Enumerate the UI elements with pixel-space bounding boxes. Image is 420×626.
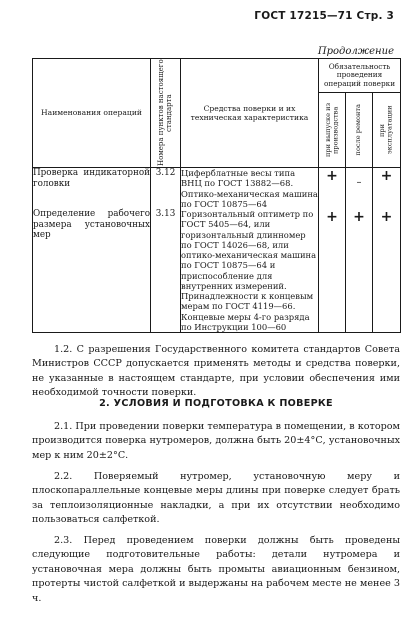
row-mark-operation: +: [373, 168, 401, 210]
row-item-number: 3.13: [151, 209, 181, 333]
row-means: Горизонтальный оптиметр по ГОСТ 5405—64, или горизонтальный длинномер по ГОСТ 14026—68, или оптико-механическая машина по ГОСТ 10875—64 и приспособление для внутренних измерений. Принадлежности к концевым мерам по ГОСТ 4119—66. Концевые меры 4-го разряда по Инструкции 100—60: [181, 209, 319, 333]
page-header: ГОСТ 17215—71 Стр. 3: [254, 10, 394, 22]
paragraph-2-2: 2.2. Поверяемый нутромер, установочную меру и плоскопараллельные концевые меры длины при поверке следует брать за теплоизоляционные накладки, а при их отсутствии необходимо пользоваться салфеткой.: [32, 471, 400, 526]
row-mark-operation: +: [373, 209, 401, 333]
row-means: Циферблатные весы типа ВНЦ по ГОСТ 13882—68. Оптико-механическая машина по ГОСТ 10875—64: [181, 168, 318, 209]
row-item-number: 3.12: [151, 168, 181, 210]
section-title: 2. УСЛОВИЯ И ПОДГОТОВКА К ПОВЕРКЕ: [99, 398, 333, 409]
row-mark-repair: –: [346, 168, 373, 210]
table-row: [33, 168, 401, 210]
header-operation-use: при эксплуатации: [373, 93, 401, 168]
row-operation-name: Проверка индикаторной головки: [33, 168, 151, 210]
header-repair: после ремонта: [346, 93, 373, 168]
continuation-label: Продолжение: [317, 46, 394, 57]
paragraph-1-2: 1.2. С разрешения Государственного комитета стандартов Совета Министров СССР допускается применять методы и средства поверки, не указанные в настоящем стандарте, при условии обеспечения ими необходимой точности поверки.: [32, 344, 400, 399]
paragraph-2-1: 2.1. При проведении поверки температура в помещении, в котором производится поверка нутромеров, должна быть 20±4°С, установочных мер к ним 20±2°С.: [32, 421, 400, 461]
row-mark-repair: +: [346, 209, 373, 333]
header-release: при выпуске из производства: [319, 93, 346, 168]
verification-table: [32, 58, 401, 333]
row-mark-release: +: [319, 209, 346, 333]
table-row: [33, 209, 401, 333]
paragraph-2-3: 2.3. Перед проведением поверки должны быть проведены следующие подготовительные работы: детали нутромера и установочная мера должны быть промыты авиационным бензином, протерты чистой салфеткой и выдержаны на рабочем месте не менее 3 ч.: [32, 535, 400, 604]
row-operation-name: Определение рабочего размера установочных мер: [33, 209, 151, 333]
header-operation: Наименования операций: [33, 59, 151, 168]
header-item-number: Номера пунктов настоящего стандарта: [151, 59, 181, 168]
header-means: Средства поверки и их техническая характеристика: [181, 59, 319, 168]
header-mandatory-group: Обязательность проведения операций поверки: [319, 59, 401, 93]
row-mark-release: +: [319, 168, 346, 210]
